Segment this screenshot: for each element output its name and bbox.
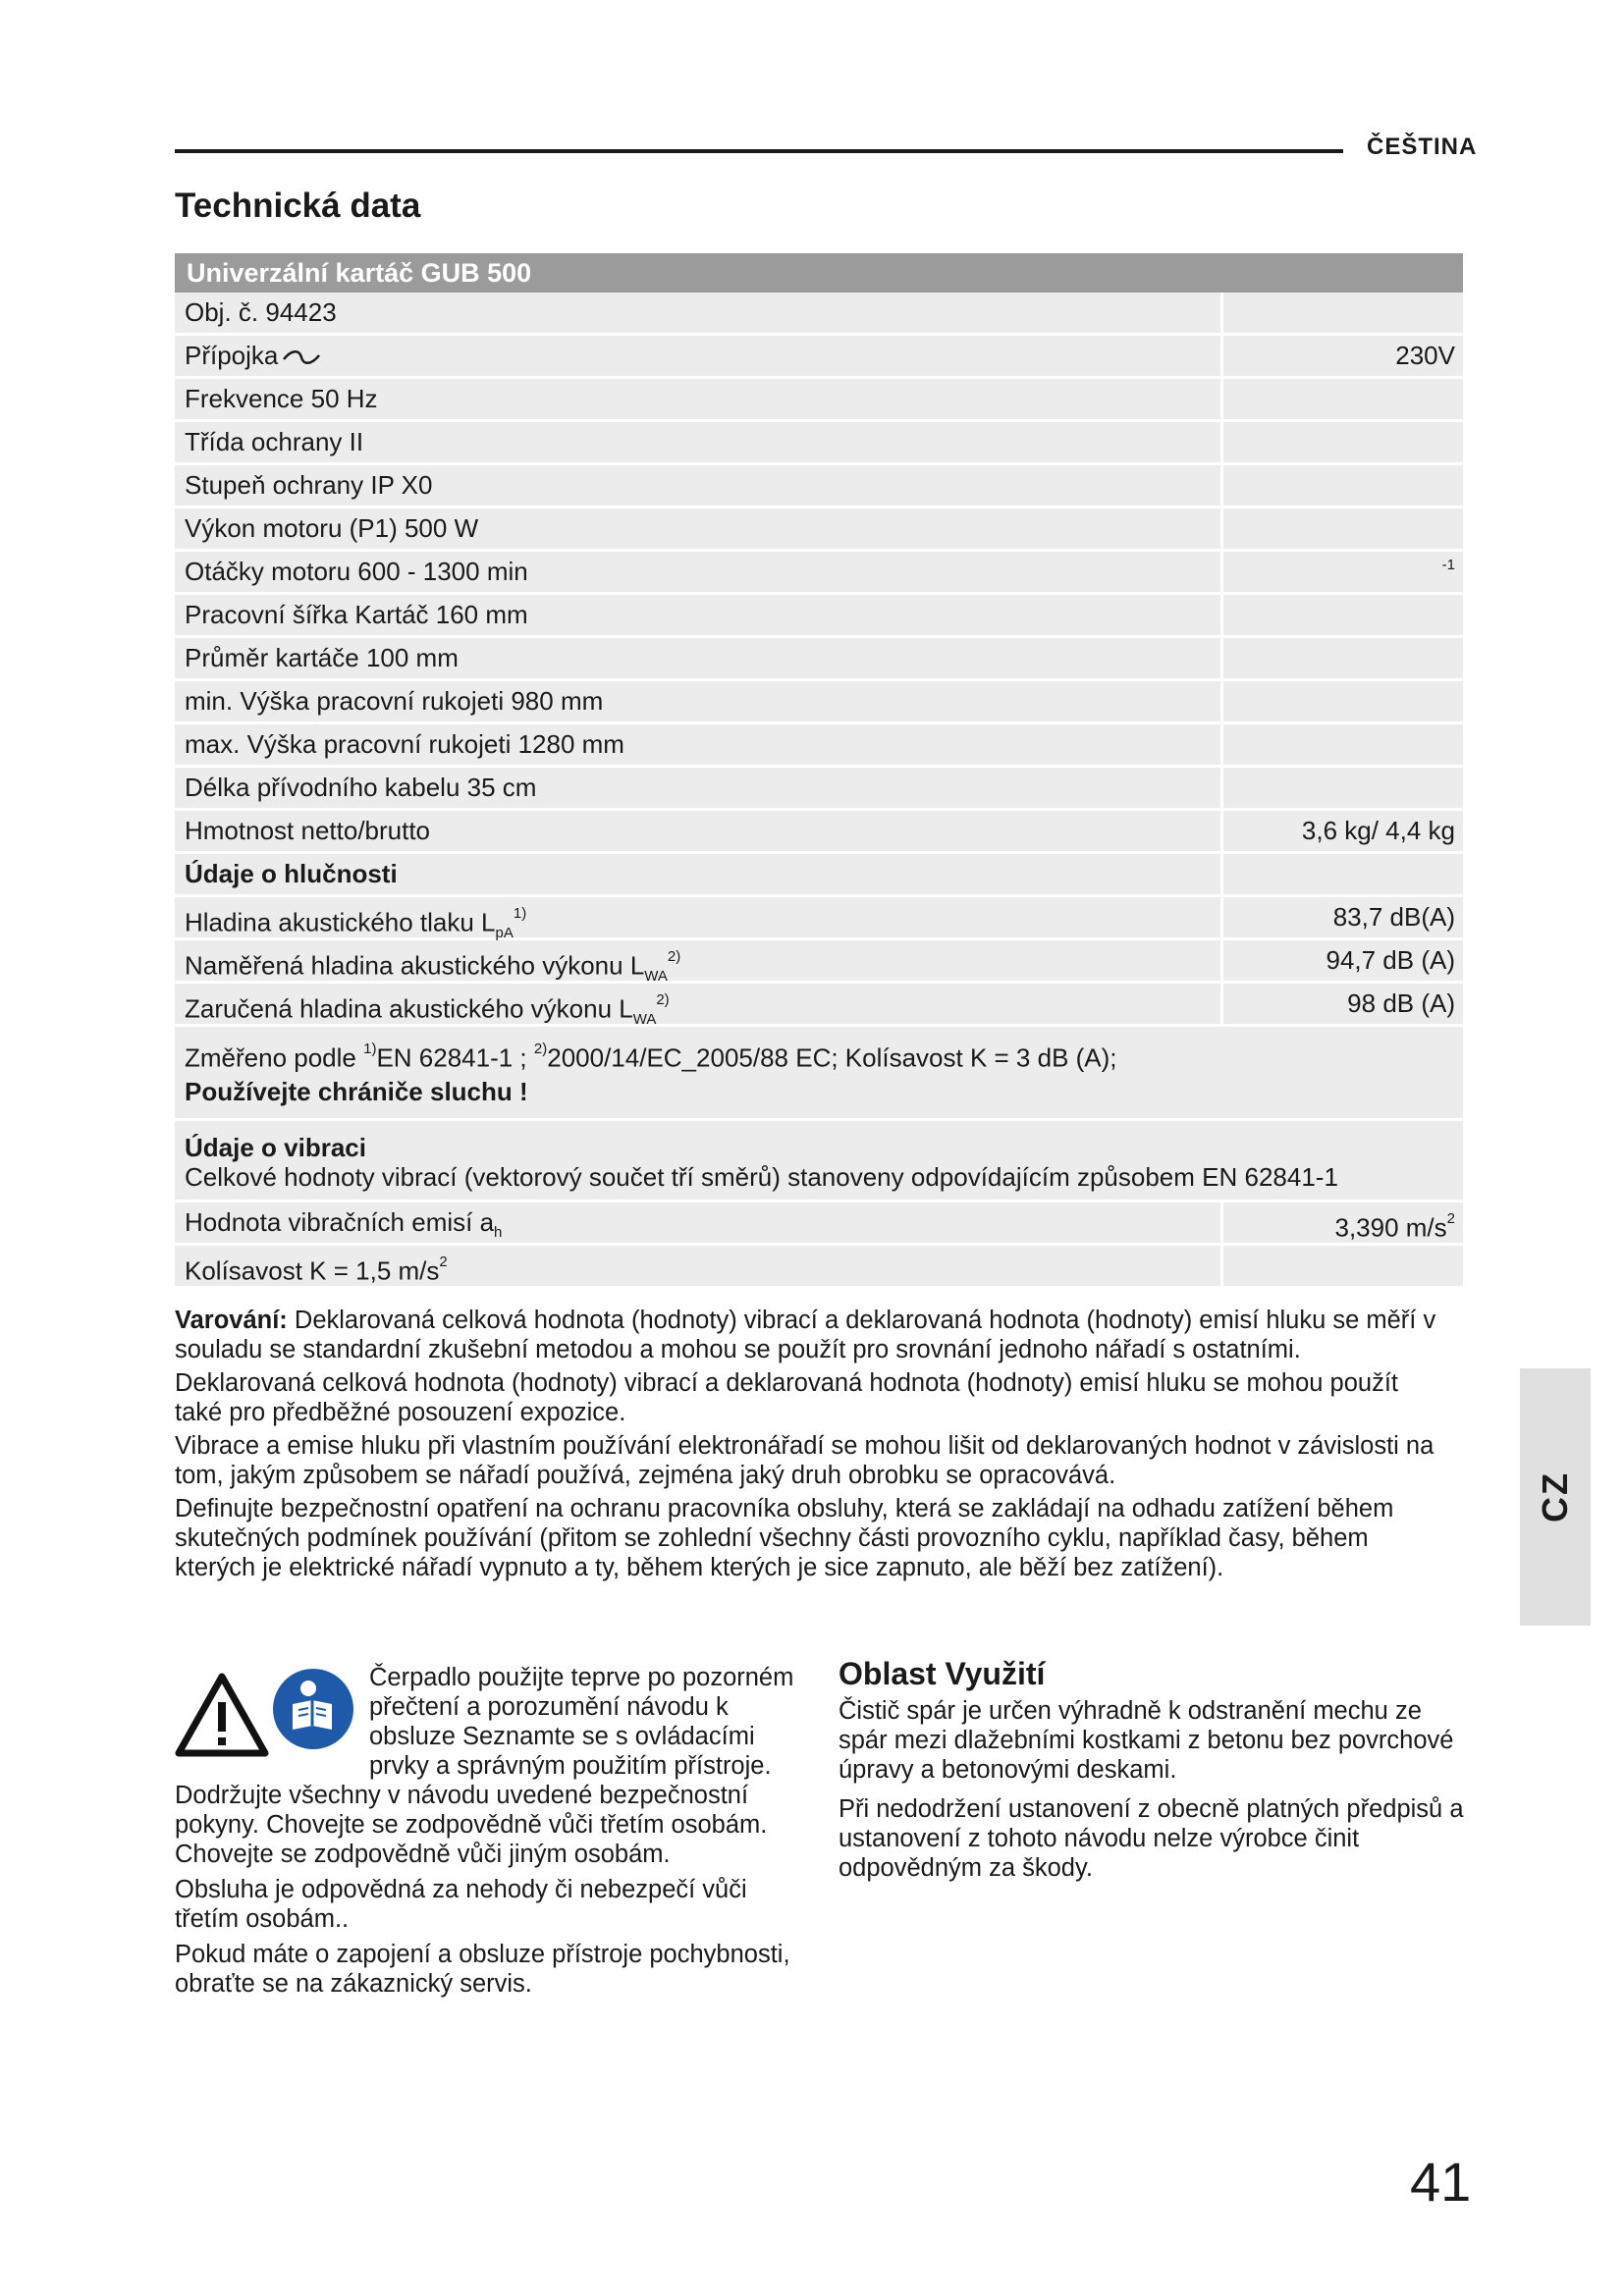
sound-pressure-sub: pA: [495, 924, 514, 941]
spec-row: [175, 768, 1463, 811]
spec-value: [1223, 379, 1463, 419]
page-number: 41: [1410, 2151, 1472, 2213]
warning-paragraph-2: Deklarovaná celková hodnota (hodnoty) vibrací a deklarovaná hodnota (hodnoty) emisí hluku se mohou použít také pro předběžné posouzení expozice.: [175, 1369, 1399, 1426]
language-side-tab: CZ: [1520, 1368, 1591, 1626]
page-title: Technická data: [175, 187, 421, 225]
spec-row: [175, 811, 1463, 854]
sound-pressure-row: [175, 897, 1463, 940]
measured-power-value: 94,7 dB (A): [1326, 945, 1455, 975]
spec-table: [175, 253, 1463, 1289]
spec-row: [175, 293, 1463, 336]
measurement-standard: Změřeno podle $^{1)}$EN 62841-1 ; $^{2)}$2000/14/EC_2005/88 EC; Kolísavost K = 3 dB (A);: [185, 1041, 1117, 1073]
spec-label: max. Výška pracovní rukojeti 1280 mm: [185, 729, 624, 759]
spec-table-heading: Univerzální kartáč GUB 500: [175, 253, 1463, 293]
spec-rows: [175, 293, 1463, 854]
usage-paragraph-2: Při nedodržení ustanovení z obecně platných předpisů a ustanovení z tohoto návodu nelze výrobce činit odpovědným za škody.: [839, 1795, 1464, 1882]
spec-label: Stupeň ochrany IP X0: [185, 470, 433, 500]
spec-row: [175, 508, 1463, 552]
sound-pressure-value: 83,7 dB(A): [1332, 902, 1455, 932]
spec-label: min. Výška pracovní rukojeti 980 mm: [185, 686, 604, 716]
language-label: ČEŠTINA: [1367, 133, 1478, 160]
guaranteed-power-sup: 2): [656, 991, 670, 1008]
usage-section: [839, 1656, 1467, 1893]
vibration-uncertainty-row: Kolísavost K = 1,5 $m/s^2$: [175, 1246, 1463, 1289]
measured-power-sup: 2): [667, 948, 681, 965]
vibration-emission-row: Hodnota vibračních emisí $a_h$ 3,390 $m/s^2$: [175, 1202, 1463, 1246]
warning-paragraph-3: Vibrace a emise hluku při vlastním používání elektronářadí se mohou lišit od deklarovaných hodnot v závislosti na tom, jakým způsobem se nářadí používá, zejména jaký druh obrobku se opracovává.: [175, 1432, 1435, 1489]
spec-label: Délka přívodního kabelu 35 cm: [185, 773, 537, 802]
guaranteed-power-row: [175, 984, 1463, 1027]
vibration-emission-value: 3,390 m/s: [1334, 1212, 1447, 1243]
vibration-description: Celkové hodnoty vibrací (vektorový součet tří směrů) stanoveny odpovídajícím způsobem EN 62841-1: [185, 1161, 1338, 1192]
spec-value: [1223, 465, 1463, 506]
ac-wave-icon: [282, 347, 321, 367]
spec-row: [175, 724, 1463, 768]
spec-label: Hmotnost netto/brutto: [185, 816, 431, 845]
vibration-emission-label: Hodnota vibračních emisí a: [185, 1206, 495, 1237]
warning-paragraph-1: Varování: Deklarovaná celková hodnota (hodnoty) vibrací a deklarovaná hodnota (hodnoty) emisí hluku se měří v souladu se standardní zkušební metodou a mohou se použít pro srovnání jednoho nářadí s ostatními.: [175, 1307, 1436, 1363]
safety-paragraph-1: Čerpadlo použijte teprve po pozorném přečtení a porozumění návodu k obsluze Seznamte se s ovládacími prvky a správným použitím přístroje. Dodržujte všechny v návodu uvedené bezpečnostní pokyny. Chovejte se zodpovědně vůči třetím osobám. Chovejte se zodpovědně vůči jiným osobám.: [175, 1664, 794, 1868]
spec-label: Výkon motoru (P1) 500 W: [185, 513, 479, 543]
usage-title: Oblast Využití: [839, 1656, 1046, 1691]
spec-value: [1223, 508, 1463, 549]
sound-pressure-sup: 1): [513, 905, 527, 922]
measurement-note-row: [175, 1027, 1463, 1121]
spec-row: [175, 379, 1463, 422]
spec-row: [175, 681, 1463, 724]
guaranteed-power-sub: WA: [632, 1010, 657, 1028]
usage-paragraph-1: Čistič spár je určen výhradně k odstranění mechu ze spár mezi dlažebními kostkami z betonu bez povrchové úpravy a betonovými deskami.: [839, 1697, 1454, 1784]
measured-power-label: Naměřená hladina akustického výkonu L: [185, 950, 645, 981]
read-manual-icon: [271, 1667, 355, 1751]
header-rule: [175, 149, 1343, 153]
spec-label: Obj. č. 94423: [185, 297, 337, 327]
spec-value: [1223, 293, 1463, 333]
spec-label: Přípojka: [185, 341, 279, 370]
spec-value: [1223, 724, 1463, 765]
spec-row: [175, 552, 1463, 595]
sound-pressure-label: Hladina akustického tlaku L: [185, 907, 496, 937]
spec-value: -1: [1441, 557, 1455, 573]
safety-instructions: [175, 1663, 803, 2004]
spec-value: [1223, 422, 1463, 462]
spec-label: Pracovní šířka Kartáč 160 mm: [185, 600, 528, 629]
noise-heading-row: [175, 854, 1463, 897]
vibration-heading: Údaje o vibraci: [185, 1132, 366, 1162]
spec-label: Otáčky motoru 600 - 1300 min: [185, 557, 528, 586]
spec-value: [1223, 768, 1463, 808]
spec-row: [175, 595, 1463, 638]
spec-row: [175, 336, 1463, 379]
hearing-protection-note: Používejte chrániče sluchu !: [185, 1076, 528, 1106]
measured-power-row: [175, 940, 1463, 984]
spec-row: [175, 465, 1463, 508]
spec-value: [1223, 595, 1463, 635]
spec-value: [1223, 638, 1463, 678]
noise-heading: Údaje o hlučnosti: [175, 854, 1223, 894]
safety-icons: [175, 1663, 361, 1761]
spec-label: Průměr kartáče 100 mm: [185, 643, 459, 672]
safety-paragraph-2: Obsluha je odpovědná za nehody či nebezpečí vůči třetím osobám..: [175, 1876, 747, 1933]
guaranteed-power-label: Zaručená hladina akustického výkonu L: [185, 993, 633, 1024]
spec-value: [1223, 681, 1463, 721]
safety-paragraph-3: Pokud máte o zapojení a obsluze přístroje pochybnosti, obraťte se na zákaznický servis.: [175, 1941, 790, 1998]
measured-power-sub: WA: [644, 967, 668, 985]
warning-paragraph-4: Definujte bezpečnostní opatření na ochranu pracovníka obsluhy, která se zakládají na odhadu zatížení během skutečných podmínek používání (přitom se zohlední všechny části provozního cyklu, například časy, během kterých je elektrické nářadí vypnuto a ty, během kterých je sice zapnuto, ale běží bez zatížení).: [175, 1495, 1394, 1581]
vibration-heading-row: [175, 1121, 1463, 1202]
warning-triangle-icon: [175, 1671, 269, 1759]
spec-row: [175, 638, 1463, 681]
spec-label: Třída ochrany II: [185, 427, 364, 456]
spec-value: 3,6 kg/ 4,4 kg: [1301, 816, 1455, 845]
spec-value: 230V: [1395, 341, 1455, 370]
guaranteed-power-value: 98 dB (A): [1347, 988, 1455, 1018]
spec-label: Frekvence 50 Hz: [185, 384, 378, 413]
vibration-uncertainty: Kolísavost K = 1,5 m/s: [185, 1255, 440, 1286]
spec-row: [175, 422, 1463, 465]
